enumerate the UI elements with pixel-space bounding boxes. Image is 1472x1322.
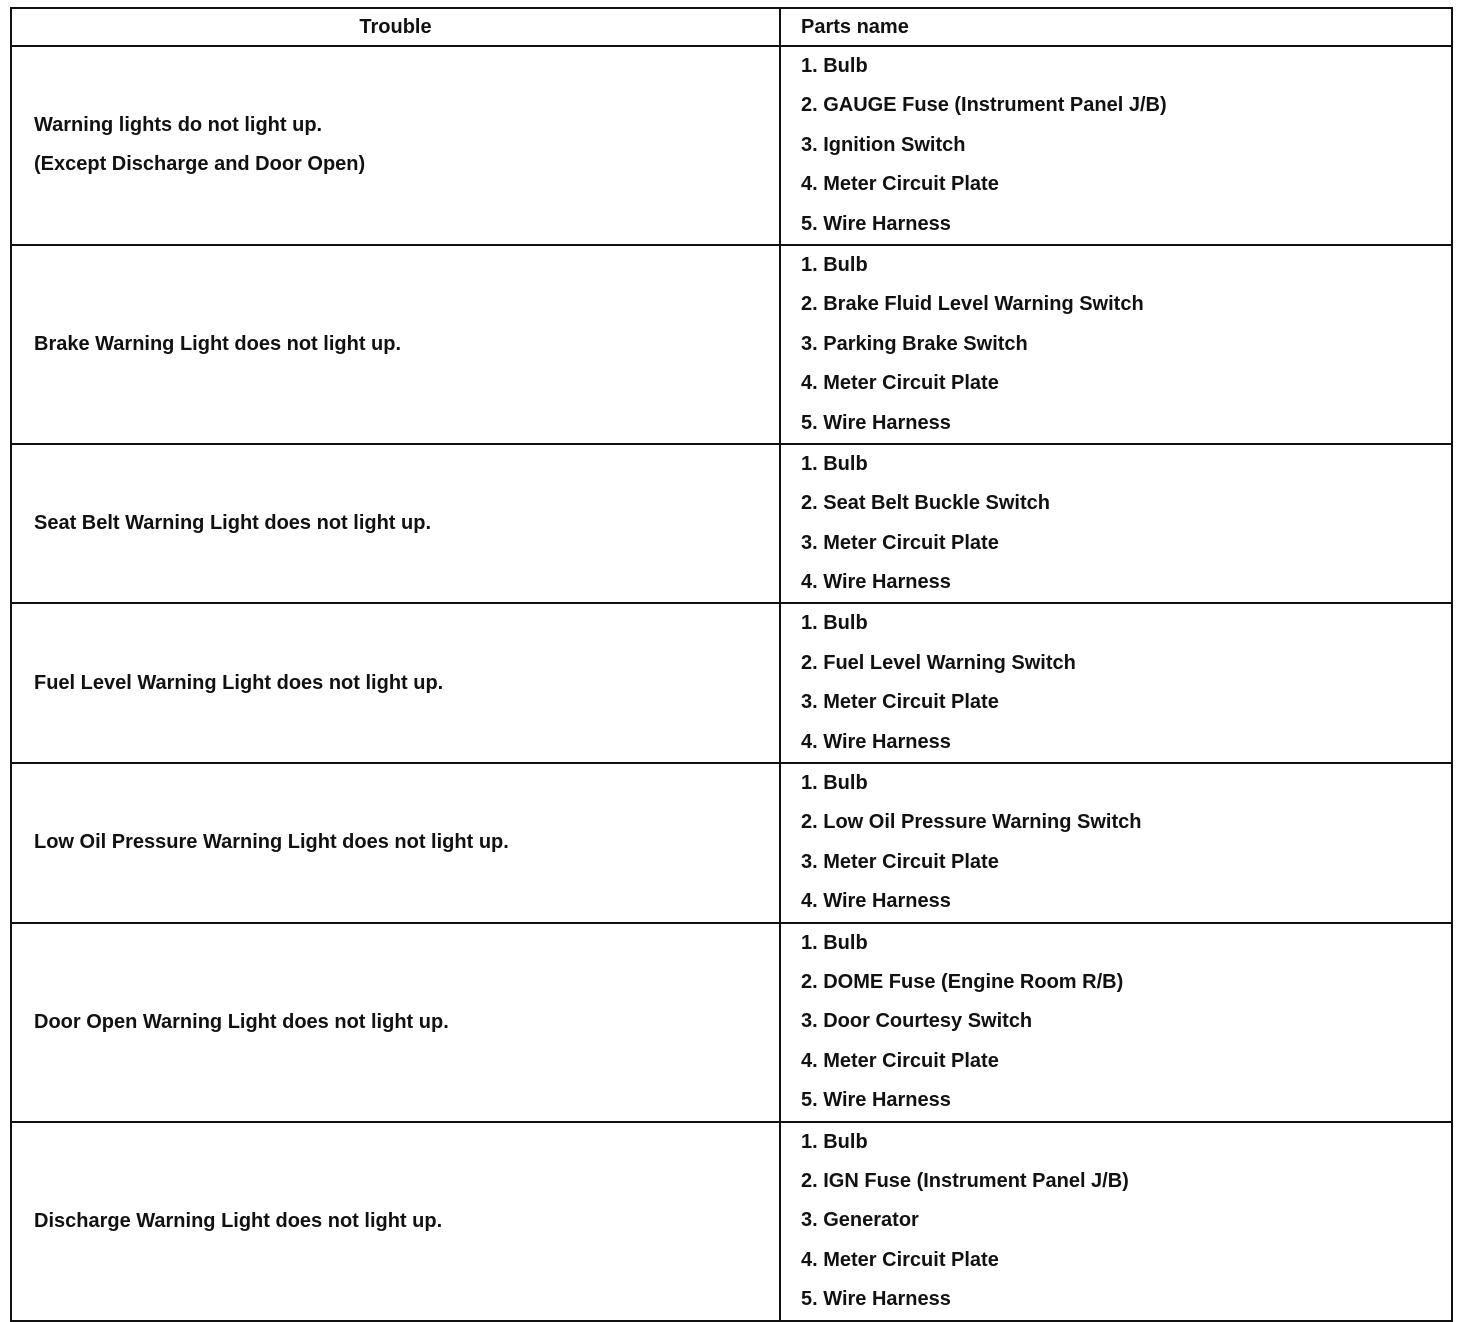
parts-cell (780, 603, 1452, 763)
parts-cell (780, 46, 1452, 245)
parts-list (801, 764, 1451, 922)
table-row (11, 444, 1452, 604)
trouble-text: Low Oil Pressure Warning Light does not light up. (34, 831, 509, 854)
parts-column-header: Parts name (780, 8, 1452, 46)
part-item: 1. Bulb (801, 253, 868, 276)
part-item: 3. Door Courtesy Switch (801, 1010, 1033, 1033)
trouble-text: Warning lights do not light up. (34, 114, 323, 137)
header-row (11, 8, 1452, 46)
part-item: 1. Bulb (801, 452, 868, 475)
part-item: 4. Meter Circuit Plate (801, 372, 999, 395)
parts-cell (780, 1122, 1452, 1321)
part-item: 2. IGN Fuse (Instrument Panel J/B) (801, 1169, 1129, 1192)
part-item: 5. Wire Harness (801, 212, 951, 235)
part-item: 1. Bulb (801, 55, 868, 77)
trouble-text: Seat Belt Warning Light does not light up. (34, 512, 432, 535)
part-item: 4. Meter Circuit Plate (801, 1049, 999, 1072)
parts-list (801, 924, 1451, 1121)
part-item: 4. Wire Harness (801, 571, 951, 594)
trouble-cell (11, 1122, 780, 1321)
trouble-cell (11, 763, 780, 923)
troubleshooting-table (10, 7, 1453, 1322)
trouble-cell (11, 603, 780, 763)
part-item: 2. Low Oil Pressure Warning Switch (801, 811, 1142, 834)
table-row (11, 923, 1452, 1122)
part-item: 4. Wire Harness (801, 890, 951, 913)
part-item: 2. DOME Fuse (Engine Room R/B) (801, 970, 1124, 993)
table-header (11, 8, 1452, 46)
part-item: 3. Meter Circuit Plate (801, 691, 999, 714)
part-item: 1. Bulb (801, 772, 868, 795)
part-item: 3. Parking Brake Switch (801, 332, 1028, 355)
part-item: 4. Wire Harness (801, 730, 951, 753)
table-row (11, 603, 1452, 763)
part-item: 2. Fuel Level Warning Switch (801, 651, 1076, 674)
part-item: 5. Wire Harness (801, 1089, 951, 1112)
parts-cell (780, 444, 1452, 604)
trouble-text: Discharge Warning Light does not light up. (34, 1209, 443, 1232)
part-item: 3. Ignition Switch (801, 133, 966, 156)
parts-cell (780, 923, 1452, 1122)
part-item: 1. Bulb (801, 931, 868, 954)
table-row (11, 46, 1452, 245)
parts-list (801, 445, 1451, 603)
trouble-text: Door Open Warning Light does not light up. (34, 1010, 449, 1033)
parts-list (801, 47, 1451, 244)
trouble-cell (11, 245, 780, 444)
part-item: 3. Meter Circuit Plate (801, 850, 999, 873)
part-item: 1. Bulb (801, 612, 868, 635)
table-row (11, 245, 1452, 444)
trouble-column-header: Trouble (11, 8, 780, 46)
table-row (11, 1122, 1452, 1321)
part-item: 2. GAUGE Fuse (Instrument Panel J/B) (801, 94, 1167, 117)
trouble-cell (11, 46, 780, 245)
trouble-text: Fuel Level Warning Light does not light up. (34, 671, 444, 694)
part-item: 2. Seat Belt Buckle Switch (801, 492, 1050, 515)
parts-cell (780, 763, 1452, 923)
parts-list (801, 1123, 1451, 1320)
part-item: 1. Bulb (801, 1130, 868, 1153)
part-item: 2. Brake Fluid Level Warning Switch (801, 293, 1144, 316)
part-item: 3. Generator (801, 1209, 919, 1232)
trouble-cell (11, 923, 780, 1122)
parts-list (801, 604, 1451, 762)
part-item: 5. Wire Harness (801, 1288, 951, 1311)
parts-cell (780, 245, 1452, 444)
part-item: 3. Meter Circuit Plate (801, 531, 999, 554)
table-body (11, 46, 1452, 1321)
part-item: 4. Meter Circuit Plate (801, 173, 999, 196)
trouble-text: (Except Discharge and Door Open) (34, 153, 366, 176)
trouble-cell (11, 444, 780, 604)
table-row (11, 763, 1452, 923)
part-item: 5. Wire Harness (801, 411, 951, 434)
part-item: 4. Meter Circuit Plate (801, 1248, 999, 1271)
trouble-text: Brake Warning Light does not light up. (34, 332, 402, 355)
parts-list (801, 246, 1451, 443)
